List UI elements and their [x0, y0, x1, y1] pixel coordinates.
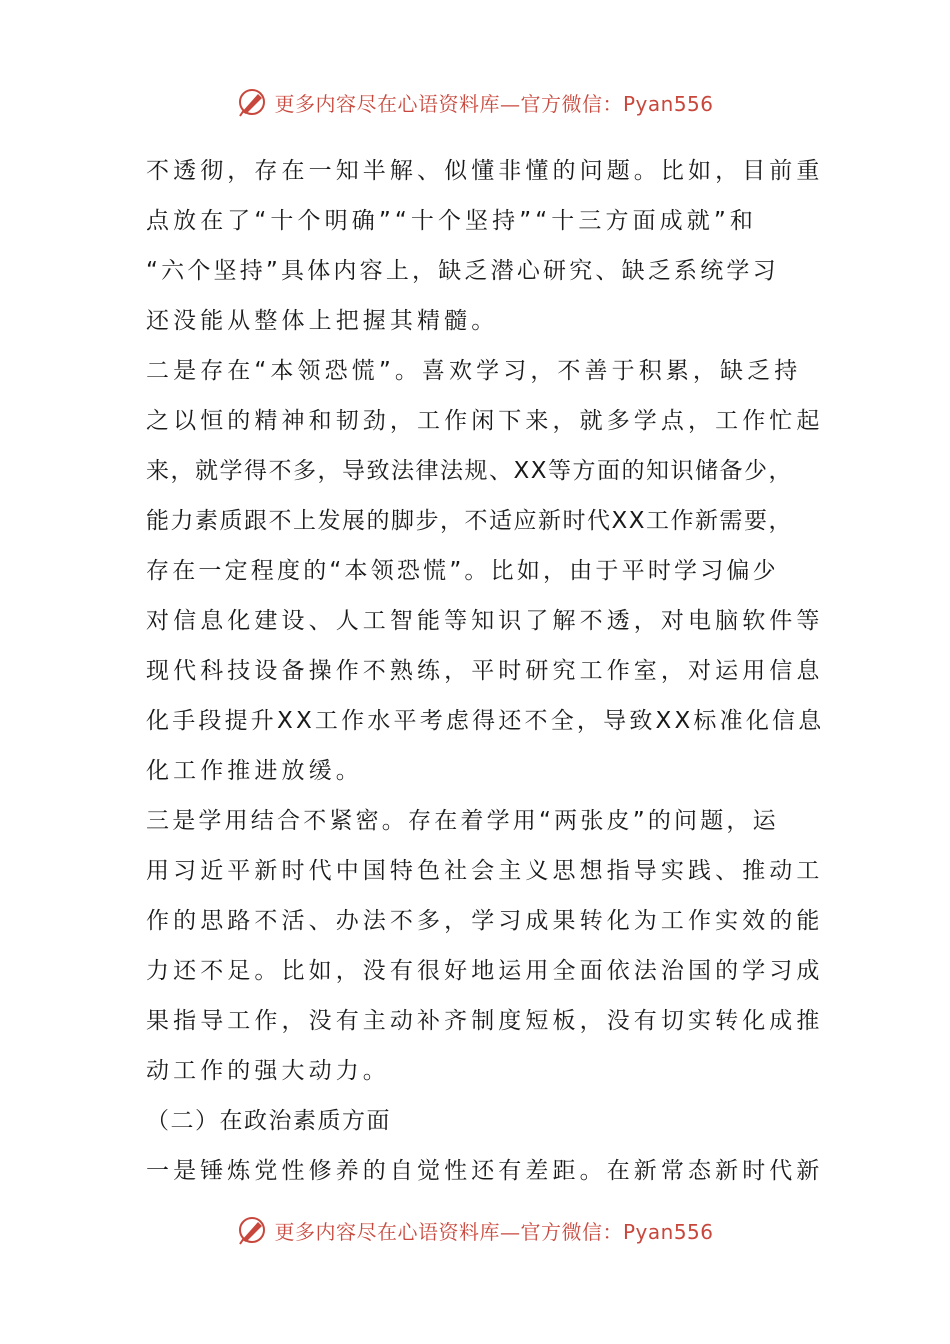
watermark-text — [274, 1216, 713, 1245]
body-line: 一是锤炼党性修养的自觉性还有差距。在新常态新时代新 — [146, 1158, 824, 1184]
watermark-wechat-id: Pyan556 — [622, 91, 714, 116]
pen-logo-icon — [236, 1214, 268, 1246]
watermark-wechat-label: 官方微信： — [520, 1219, 623, 1244]
watermark-wechat-id: Pyan556 — [622, 1219, 714, 1244]
body-line: 用习近平新时代中国特色社会主义思想指导实践、推动工 — [146, 858, 824, 884]
body-line: 点放在了“十个明确”“十个坚持”“十三方面成就”和 — [146, 208, 757, 234]
body-line: 三是学用结合不紧密。存在着学用“两张皮”的问题，运 — [146, 808, 779, 834]
watermark-separator: — — [499, 1219, 521, 1244]
body-line: 动工作的强大动力。 — [146, 1058, 390, 1084]
watermark-separator: — — [499, 91, 521, 116]
pen-logo-icon — [236, 86, 268, 118]
watermark-wechat-label: 官方微信： — [520, 91, 623, 116]
watermark-title: 更多内容尽在心语资料库 — [274, 1219, 500, 1244]
body-line: 现代科技设备操作不熟练，平时研究工作室，对运用信息 — [146, 658, 824, 684]
body-line: 作的思路不活、办法不多，学习成果转化为工作实效的能 — [146, 908, 824, 934]
body-line: 化手段提升XX工作水平考虑得还不全，导致XX标准化信息 — [146, 708, 825, 734]
body-line: 之以恒的精神和韧劲，工作闲下来，就多学点，工作忙起 — [146, 408, 824, 434]
body-line: 不透彻，存在一知半解、似懂非懂的问题。比如，目前重 — [146, 158, 824, 184]
body-line: 化工作推进放缓。 — [146, 758, 363, 784]
body-line: 对信息化建设、人工智能等知识了解不透，对电脑软件等 — [146, 608, 824, 634]
body-line: 存在一定程度的“本领恐慌”。比如，由于平时学习偏少 — [146, 558, 779, 584]
watermark-text — [274, 88, 713, 117]
watermark-group — [236, 86, 713, 118]
body-line: 力还不足。比如，没有很好地运用全面依法治国的学习成 — [146, 958, 824, 984]
footer-watermark — [0, 1210, 950, 1250]
header-watermark — [0, 82, 950, 122]
document-body — [146, 146, 825, 1196]
section-heading: （二）在政治素质方面 — [146, 1108, 391, 1134]
body-line: 还没能从整体上把握其精髓。 — [146, 308, 499, 334]
watermark-group — [236, 1214, 713, 1246]
body-line: “六个坚持”具体内容上，缺乏潜心研究、缺乏系统学习 — [146, 258, 779, 284]
body-line: 果指导工作，没有主动补齐制度短板，没有切实转化成推 — [146, 1008, 824, 1034]
body-line: 二是存在“本领恐慌”。喜欢学习，不善于积累，缺乏持 — [146, 358, 802, 384]
body-line: 来，就学得不多，导致法律法规、XX等方面的知识储备少， — [146, 458, 794, 484]
watermark-title: 更多内容尽在心语资料库 — [274, 91, 500, 116]
body-line: 能力素质跟不上发展的脚步，不适应新时代XX工作新需要， — [146, 508, 794, 534]
